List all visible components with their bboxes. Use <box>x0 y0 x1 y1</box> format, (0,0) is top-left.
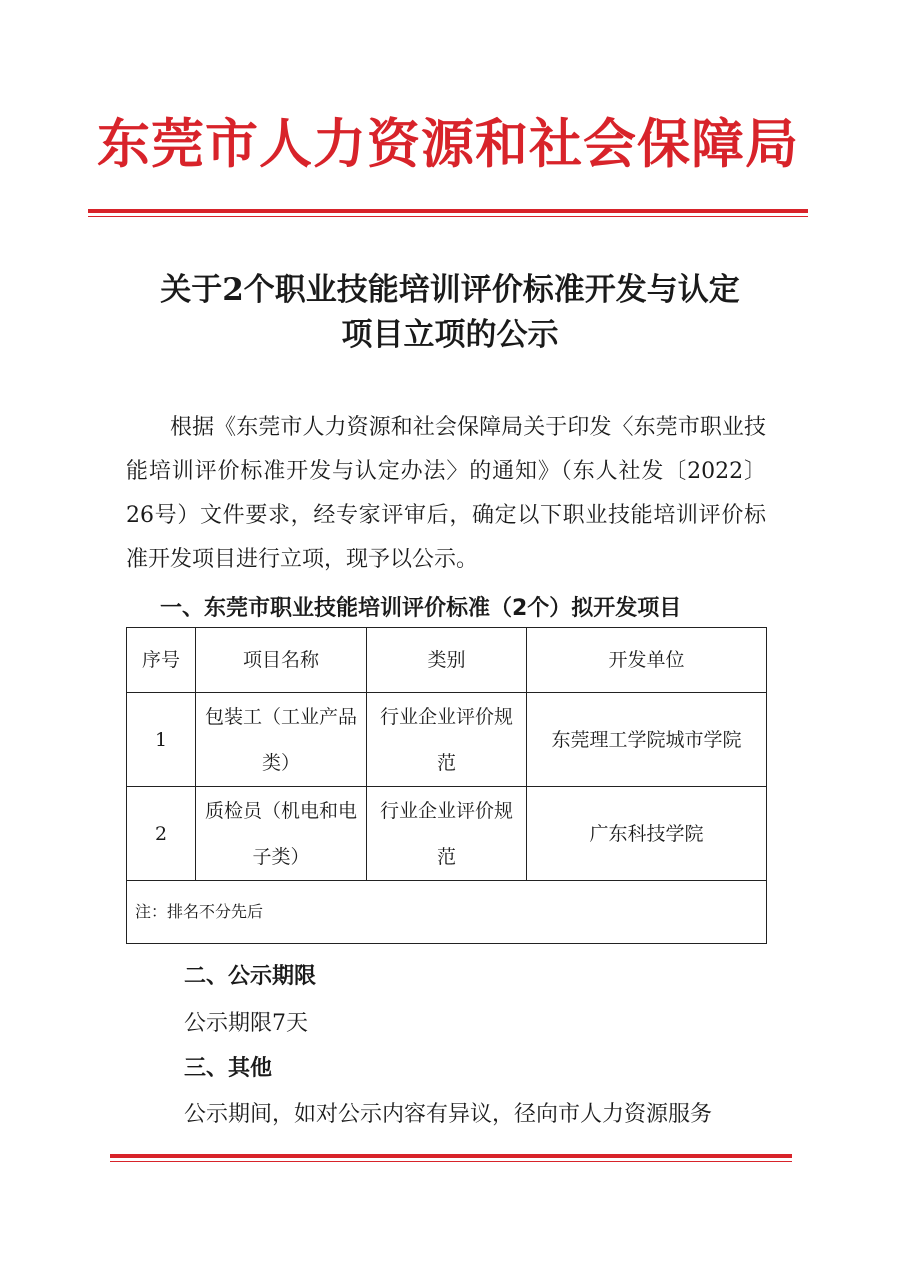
column-header: 项目名称 <box>196 628 367 693</box>
project-table <box>126 627 767 944</box>
column-header: 开发单位 <box>527 628 767 693</box>
row-number: 2 <box>127 787 196 881</box>
header-rule-thin <box>88 216 808 217</box>
table-row <box>127 693 767 787</box>
section1-heading: 一、东莞市职业技能培训评价标准（2个）拟开发项目 <box>160 596 682 621</box>
footer-rule-thin <box>110 1161 792 1162</box>
table-row <box>127 787 767 881</box>
table-note: 注：排名不分先后 <box>127 881 767 944</box>
development-unit: 东莞理工学院城市学院 <box>527 693 767 787</box>
document-title-line1: 关于2个职业技能培训评价标准开发与认定 <box>160 272 740 308</box>
row-number: 1 <box>127 693 196 787</box>
development-unit: 广东科技学院 <box>527 787 767 881</box>
column-header: 类别 <box>367 628 527 693</box>
table-header-row <box>127 628 767 693</box>
header-rule-thick <box>88 209 808 213</box>
project-name: 包装工（工业产品类） <box>196 693 367 787</box>
section2-heading: 二、公示期限 <box>184 964 317 989</box>
column-header: 序号 <box>127 628 196 693</box>
project-category: 行业企业评价规范 <box>367 693 527 787</box>
project-name: 质检员（机电和电子类） <box>196 787 367 881</box>
table-note-row <box>127 881 767 944</box>
project-category: 行业企业评价规范 <box>367 787 527 881</box>
footer-rule-thick <box>110 1154 792 1158</box>
intro-paragraph: 根据《东莞市人力资源和社会保障局关于印发〈东莞市职业技能培训评价标准开发与认定办法〉的通知》（东人社发〔2022〕26号）文件要求，经专家评审后，确定以下职业技能培训评价标准开发项目进行立项，现予以公示。 <box>126 415 766 572</box>
section3-heading: 三、其他 <box>184 1056 273 1081</box>
section2-text: 公示期限7天 <box>184 1011 308 1036</box>
document-title-line2: 项目立项的公示 <box>341 317 559 353</box>
section3-text: 公示期间，如对公示内容有异议，径向市人力资源服务 <box>184 1102 713 1127</box>
agency-header: 东莞市人力资源和社会保障局 <box>97 113 799 175</box>
